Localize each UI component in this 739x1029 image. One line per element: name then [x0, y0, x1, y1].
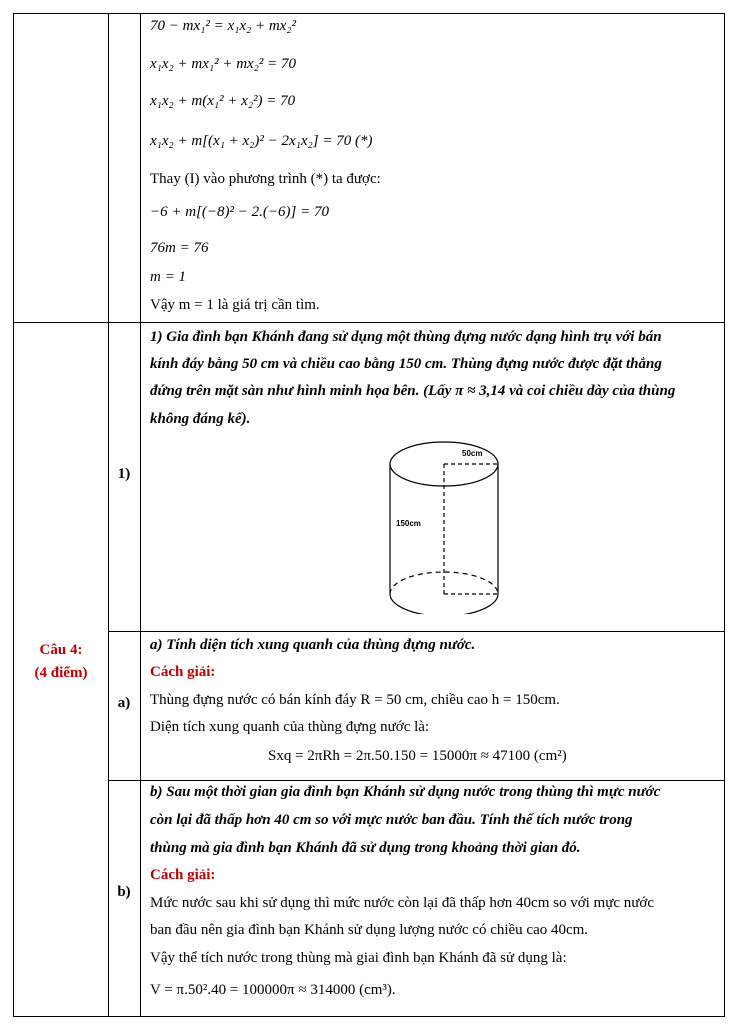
part-a-method: Cách giải: — [150, 664, 216, 680]
part-b-question-line-2: còn lại đã thấp hơn 40 cm so với mực nước ban đầu. Tính thể tích nước trong — [150, 812, 633, 828]
equation-2: x₁x₂ + mx₁² + mx₂² = 70 — [150, 56, 297, 72]
part-b-line-1: Mức nước sau khi sử dụng thì mức nước còn lại đã thấp hơn 40cm so với mực nước — [150, 895, 654, 911]
part-b-cell — [150, 780, 720, 1018]
answer-table — [13, 13, 725, 1017]
equation-3: x₁x₂ + m(x₁² + x₂²) = 70 — [150, 93, 296, 109]
equation-6: 76m = 76 — [150, 240, 209, 256]
part-b-line-3: Vậy thể tích nước trong thùng mà giai đình bạn Khánh đã sử dụng là: — [150, 950, 567, 966]
question-points: (4 điểm) — [34, 665, 88, 681]
question-label-block — [14, 642, 108, 682]
column-divider-2 — [140, 14, 141, 1016]
part-b-line-2: ban đầu nên gia đình bạn Khánh sử dụng lượng nước có chiều cao 40cm. — [150, 922, 589, 938]
equation-5: −6 + m[(−8)² − 2.(−6)] = 70 — [150, 204, 329, 220]
problem-line-3: đứng trên mặt sàn như hình minh họa bên. (Lấy π ≈ 3,14 và coi chiều dày của thùng — [150, 383, 676, 399]
cylinder-figure — [364, 434, 524, 614]
part-a-line-1: Thùng đựng nước có bán kính đáy R = 50 cm, chiều cao h = 150cm. — [150, 692, 560, 708]
problem-line-1: 1) Gia đình bạn Khánh đang sử dụng một thùng đựng nước dạng hình trụ với bán — [150, 329, 662, 345]
question-number: Câu 4: — [39, 642, 83, 658]
conclusion-text: Vậy m = 1 là giá trị cần tìm. — [150, 297, 320, 313]
part-1-cell — [150, 322, 720, 631]
cylinder-bottom-front — [390, 594, 498, 614]
part-b-formula: V = π.50².40 = 100000π ≈ 314000 (cm³). — [150, 982, 396, 998]
column-divider-1 — [108, 14, 109, 1016]
part-b-question-line-1: b) Sau một thời gian gia đình bạn Khánh sử dụng nước trong thùng thì mực nước — [150, 784, 661, 800]
substitution-text: Thay (I) vào phương trình (*) ta được: — [150, 171, 381, 187]
top-solution-cell — [150, 14, 720, 322]
part-a-line-2: Diện tích xung quanh của thùng đựng nước là: — [150, 719, 430, 735]
part-1-label: 1) — [117, 466, 131, 482]
part-a-label: a) — [117, 695, 131, 711]
equation-7: m = 1 — [150, 269, 186, 285]
equation-1: 70 − mx₁² = x₁x₂ + mx₂² — [150, 18, 297, 34]
problem-line-2: kính đáy bằng 50 cm và chiều cao bằng 150 cm. Thùng đựng nước được đặt thẳng — [150, 356, 662, 372]
part-b-question-line-3: thùng mà gia đình bạn Khánh đã sử dụng trong khoảng thời gian đó. — [150, 840, 581, 856]
part-b-label: b) — [117, 884, 131, 900]
height-label: 150cm — [396, 519, 421, 528]
part-a-cell — [150, 631, 720, 780]
part-a-formula: Sxq = 2πRh = 2π.50.150 = 15000π ≈ 47100 (cm²) — [268, 748, 567, 764]
equation-4: x₁x₂ + m[(x₁ + x₂)² − 2x₁x₂] = 70 (*) — [150, 133, 373, 149]
problem-line-4: không đáng kể). — [150, 411, 251, 427]
part-a-question: a) Tính diện tích xung quanh của thùng đựng nước. — [150, 637, 476, 653]
radius-label: 50cm — [462, 449, 483, 458]
part-b-method: Cách giải: — [150, 867, 216, 883]
